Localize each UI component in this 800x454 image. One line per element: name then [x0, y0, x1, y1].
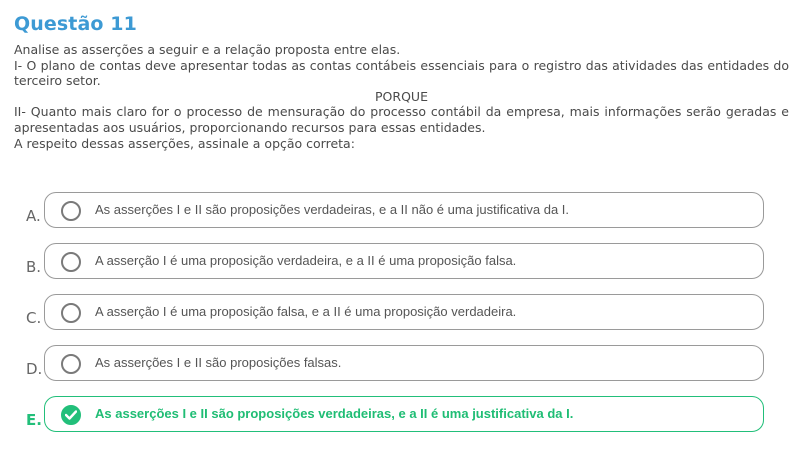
connector-text: PORQUE: [375, 88, 428, 104]
option-text: As asserções I e II são proposições verdadeiras, e a II é uma justificativa da I.: [95, 406, 574, 421]
option-box[interactable]: [44, 192, 764, 228]
radio-empty-icon[interactable]: [61, 201, 81, 221]
question-intro: Analise as asserções a seguir e a relação proposta entre elas.: [14, 42, 401, 57]
assertion-1: I- O plano de contas deve apresentar todas as contas contábeis essenciais para o registro das atividades das entidades do terceiro setor.: [14, 57, 789, 89]
option-box[interactable]: [44, 243, 764, 279]
check-circle-icon[interactable]: [61, 405, 81, 425]
option-text: A asserção I é uma proposição falsa, e a II é uma proposição verdadeira.: [95, 304, 517, 319]
option-e[interactable]: [0, 396, 800, 436]
radio-empty-icon[interactable]: [61, 354, 81, 374]
option-letter: E.: [26, 411, 42, 429]
option-c[interactable]: [0, 294, 800, 334]
option-a[interactable]: [0, 192, 800, 232]
radio-empty-icon[interactable]: [61, 252, 81, 272]
option-text: As asserções I e II são proposições verdadeiras, e a II não é uma justificativa da I.: [95, 202, 570, 217]
option-letter: C.: [26, 309, 42, 327]
option-letter: D.: [26, 360, 43, 378]
option-letter: A.: [26, 207, 41, 225]
question-title: Questão 11: [14, 13, 137, 35]
question-statement: [14, 42, 789, 151]
assertion-2: II- Quanto mais claro for o processo de mensuração do processo contábil da empresa, mais informações serão geradas e apresentadas aos usuários, proporcionando recursos para essas entidades.: [14, 104, 789, 135]
question-prompt: A respeito dessas asserções, assinale a opção correta:: [14, 135, 355, 151]
option-text: A asserção I é uma proposição verdadeira, e a II é uma proposição falsa.: [95, 253, 517, 268]
checkmark-icon: [65, 410, 77, 420]
option-box[interactable]: [44, 294, 764, 330]
option-b[interactable]: [0, 243, 800, 283]
option-text: As asserções I e II são proposições falsas.: [95, 355, 342, 370]
option-letter: B.: [26, 258, 42, 276]
option-d[interactable]: [0, 345, 800, 385]
option-box[interactable]: [44, 396, 764, 432]
option-box[interactable]: [44, 345, 764, 381]
radio-empty-icon[interactable]: [61, 303, 81, 323]
